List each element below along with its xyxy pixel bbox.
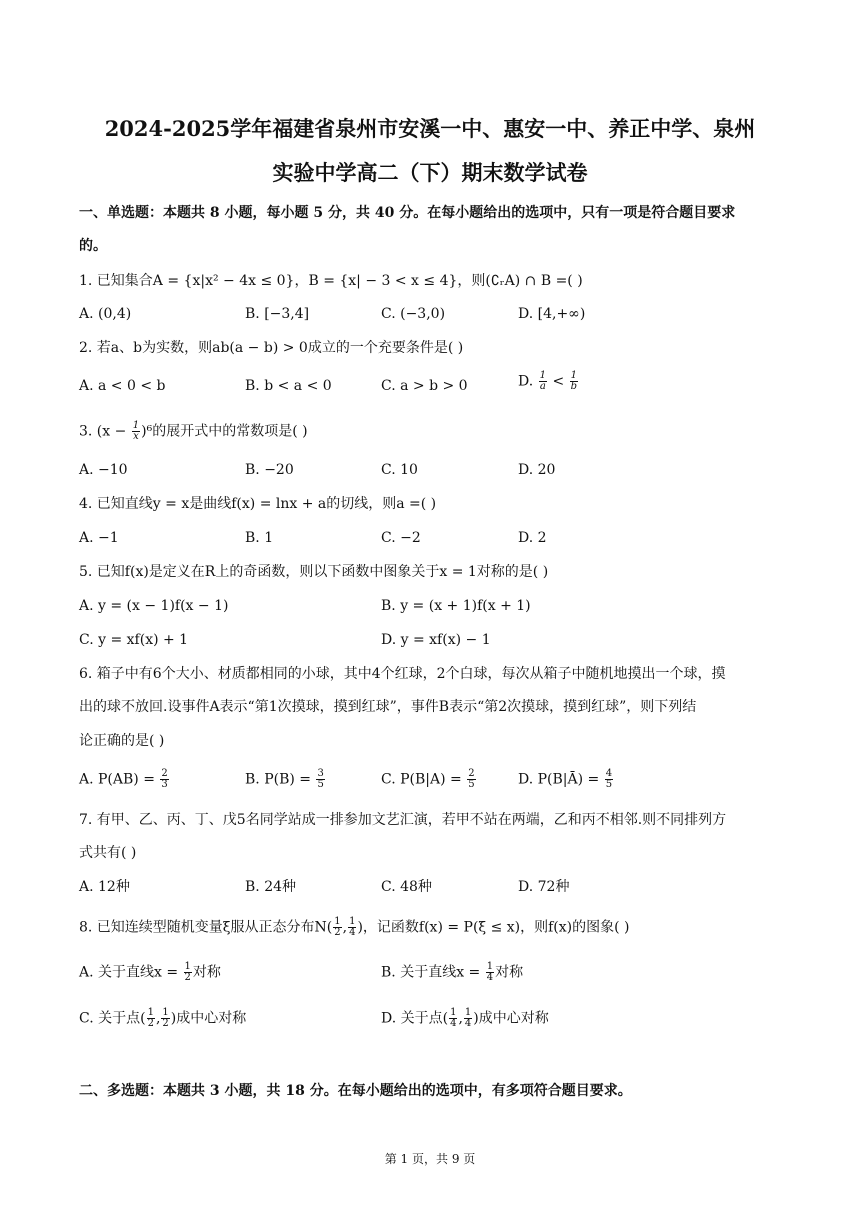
q8-option-d: D. 关于点( $\frac{1}{4}$ , $\frac{1}{4}$ )成中心对称 [381, 1007, 549, 1029]
fraction: $\frac{4}{5}$ [605, 768, 613, 790]
question-8-stem: 8. 已知连续型随机变量ξ服从正态分布N( $\frac{1}{2}$ , $\frac{1}{4}$ )，记函数f(x) = P(ξ ≤ x)，则f(x)的图象( ) [79, 916, 630, 938]
question-6-stem-end: 论正确的是( ) [79, 733, 165, 749]
q2-option-a: A. a < 0 < b [79, 378, 166, 394]
q5-option-b: B. y = (x + 1)f(x + 1) [381, 598, 531, 614]
q7-option-d: D. 72种 [518, 879, 570, 895]
fraction: $\frac{3}{5}$ [317, 768, 324, 790]
fraction: $\frac{1}{a}$ [539, 370, 547, 392]
question-3-stem: 3. (x − $\frac{1}{x}$ )⁶的展开式中的常数项是( ) [79, 420, 308, 442]
question-7-stem: 7. 有甲、乙、丙、丁、戊5名同学站成一排参加文艺汇演，若甲不站在两端，乙和丙不相邻.则不同排列方 [79, 812, 727, 828]
q4-option-d: D. 2 [518, 530, 547, 546]
question-1-stem: 1. 已知集合A = {x|x² − 4x ≤ 0}，B = {x| − 3 < x ≤ 4}，则(∁ᵣA) ∩ B =( ) [79, 273, 583, 289]
q1-option-a: A. (0,4) [79, 306, 132, 322]
q1-option-d: D. [4,+∞) [518, 306, 586, 322]
q3-option-b: B. −20 [245, 462, 294, 478]
question-7-stem-cont: 式共有( ) [79, 845, 137, 861]
exam-title-line1: 2024-2025学年福建省泉州市安溪一中、惠安一中、养正中学、泉州 [104, 116, 756, 141]
fraction: $\frac{1}{4}$ [464, 1007, 472, 1029]
q5-option-d: D. y = xf(x) − 1 [381, 632, 491, 648]
q4-option-b: B. 1 [245, 530, 274, 546]
question-6-stem-cont: 出的球不放回.设事件A表示“第1次摸球，摸到红球”，事件B表示“第2次摸球，摸到红球”，则下列结 [79, 699, 697, 715]
q1-option-c: C. (−3,0) [381, 306, 446, 322]
q6-option-b: B. P(B) = $\frac{3}{5}$ [245, 768, 324, 790]
q4-option-a: A. −1 [79, 530, 119, 546]
fraction: $\frac{1}{x}$ [132, 420, 140, 442]
fraction: $\frac{1}{4}$ [450, 1007, 457, 1029]
question-5-stem: 5. 已知f(x)是定义在R上的奇函数，则以下函数中图象关于x = 1对称的是( ) [79, 564, 549, 580]
page-footer: 第 1 页，共 9 页 [384, 1152, 476, 1166]
q6-option-d: D. P(B|Ā) = $\frac{4}{5}$ [518, 768, 613, 790]
q3-option-c: C. 10 [381, 462, 418, 478]
q7-option-b: B. 24种 [245, 879, 297, 895]
fraction: $\frac{1}{4}$ [486, 961, 494, 983]
section1-header: 一、单选题：本题共 8 小题，每小题 5 分，共 40 分。在每小题给出的选项中，只有一项是符合题目要求 [79, 205, 736, 221]
q6-option-c: C. P(B|A) = $\frac{2}{5}$ [381, 768, 475, 790]
fraction: $\frac{1}{2}$ [184, 961, 191, 983]
section2-header: 二、多选题：本题共 3 小题，共 18 分。在每小题给出的选项中，有多项符合题目要求。 [79, 1083, 632, 1099]
q5-option-c: C. y = xf(x) + 1 [79, 632, 189, 648]
q4-option-c: C. −2 [381, 530, 421, 546]
q1-option-b: B. [−3,4] [245, 306, 310, 322]
question-6-stem: 6. 箱子中有6个大小、材质都相同的小球，其中4个红球，2个白球，每次从箱子中随机地摸出一个球，摸 [79, 666, 726, 682]
q8-option-c: C. 关于点( $\frac{1}{2}$ , $\frac{1}{2}$ )成中心对称 [79, 1007, 247, 1029]
fraction: $\frac{2}{3}$ [161, 768, 168, 790]
fraction: $\frac{2}{5}$ [468, 768, 475, 790]
q8-option-a: A. 关于直线x = $\frac{1}{2}$ 对称 [79, 961, 221, 983]
question-4-stem: 4. 已知直线y = x是曲线f(x) = lnx + a的切线，则a =( ) [79, 496, 437, 512]
section1-header-cont: 的。 [79, 238, 107, 254]
q2-option-b: B. b < a < 0 [245, 378, 332, 394]
fraction: $\frac{1}{b}$ [570, 370, 578, 392]
q2-option-d: D. $\frac{1}{a}$ < $\frac{1}{b}$ [518, 370, 578, 392]
question-2-stem: 2. 若a、b为实数，则ab(a − b) > 0成立的一个充要条件是( ) [79, 340, 464, 356]
q5-option-a: A. y = (x − 1)f(x − 1) [79, 598, 229, 614]
q3-option-a: A. −10 [79, 462, 128, 478]
q8-option-b: B. 关于直线x = $\frac{1}{4}$ 对称 [381, 961, 524, 983]
exam-title-line2: 实验中学高二（下）期末数学试卷 [272, 160, 588, 185]
fraction: $\frac{1}{2}$ [162, 1007, 169, 1029]
fraction: $\frac{1}{2}$ [334, 916, 341, 938]
q7-option-a: A. 12种 [79, 879, 130, 895]
q6-option-a: A. P(AB) = $\frac{2}{3}$ [79, 768, 168, 790]
q2-option-c: C. a > b > 0 [381, 378, 468, 394]
fraction: $\frac{1}{4}$ [349, 916, 356, 938]
q7-option-c: C. 48种 [381, 879, 432, 895]
fraction: $\frac{1}{2}$ [147, 1007, 154, 1029]
q3-option-d: D. 20 [518, 462, 556, 478]
